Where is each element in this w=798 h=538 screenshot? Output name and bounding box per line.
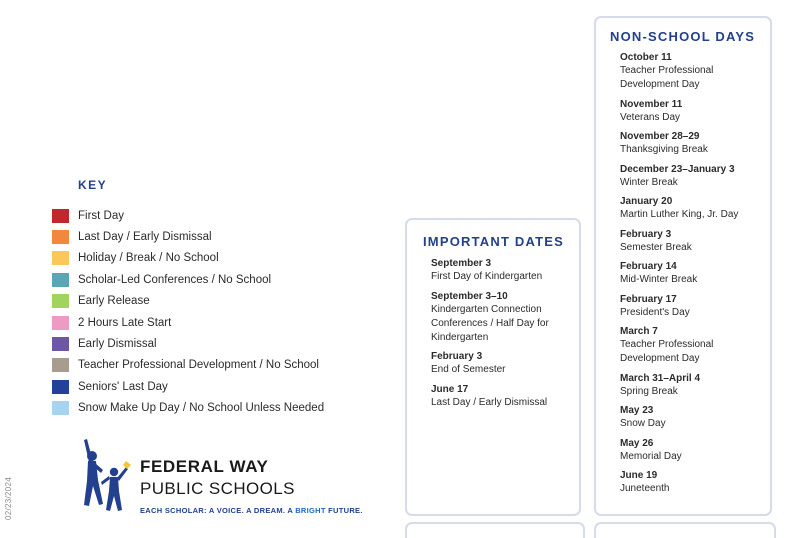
- non-school-days-list: [620, 51, 760, 502]
- date-entry: [431, 257, 571, 284]
- non-school-days-panel-next-page: [594, 522, 776, 538]
- date-entry: [620, 260, 760, 287]
- color-swatch: [52, 273, 69, 287]
- entry-date: February 3: [431, 351, 483, 362]
- color-swatch: [52, 380, 69, 394]
- key-item: [52, 226, 324, 247]
- date-entry: [620, 228, 760, 255]
- color-swatch: [52, 294, 69, 308]
- entry-description: Martin Luther King, Jr. Day: [620, 209, 739, 220]
- entry-description: Veterans Day: [620, 111, 681, 123]
- key-label: Last Day / Early Dismissal: [78, 231, 212, 244]
- key-label: Early Dismissal: [78, 338, 157, 351]
- important-dates-panel-next-page: [405, 522, 585, 538]
- color-swatch: [52, 358, 69, 372]
- entry-description: Last Day / Early Dismissal: [431, 396, 548, 408]
- key-item: [52, 269, 324, 290]
- entry-date: March 31–April 4: [620, 372, 701, 384]
- entry-date: May 26: [620, 437, 654, 449]
- key-item: [52, 291, 324, 312]
- key-title: KEY: [78, 178, 108, 192]
- key-item: [52, 205, 324, 226]
- entry-date: November 11: [620, 98, 683, 110]
- date-entry: [431, 350, 571, 377]
- entry-description: Thanksgiving Break: [620, 144, 708, 155]
- important-dates-list: [431, 257, 571, 415]
- key-label: Holiday / Break / No School: [78, 252, 219, 265]
- date-entry: [620, 51, 760, 92]
- entry-description: President's Day: [620, 306, 690, 318]
- key-label: Seniors' Last Day: [78, 380, 168, 393]
- entry-date: June 17: [431, 383, 469, 395]
- key-label: Scholar-Led Conferences / No School: [78, 273, 272, 286]
- key-item: [52, 248, 324, 269]
- entry-description: Memorial Day: [620, 450, 682, 462]
- entry-description: Teacher Professional Development Day: [620, 65, 714, 90]
- logo-name-line2: PUBLIC SCHOOLS: [140, 479, 295, 498]
- color-swatch: [52, 209, 69, 223]
- entry-description: Teacher Professional Development Day: [620, 339, 714, 364]
- entry-description: End of Semester: [431, 364, 506, 375]
- color-swatch: [52, 401, 69, 415]
- logo-name-line1: FEDERAL WAY: [140, 457, 269, 476]
- document-date: 02/23/2024: [4, 476, 13, 520]
- entry-date: February 17: [620, 293, 677, 305]
- date-entry: [620, 437, 760, 464]
- key-item: [52, 312, 324, 333]
- entry-description: Snow Day: [620, 418, 666, 429]
- key-item: [52, 398, 324, 419]
- entry-description: First Day of Kindergarten: [431, 271, 543, 282]
- date-entry: [620, 98, 760, 125]
- color-swatch: [52, 230, 69, 244]
- key-label: 2 Hours Late Start: [78, 316, 172, 329]
- non-school-days-panel: [594, 16, 772, 516]
- date-entry: [620, 469, 760, 496]
- tagline-suffix: FUTURE.: [325, 506, 363, 515]
- district-logo: [72, 432, 362, 522]
- date-entry: [620, 130, 760, 157]
- date-entry: [431, 290, 571, 345]
- date-entry: [620, 163, 760, 190]
- entry-date: December 23–January 3: [620, 163, 735, 175]
- date-entry: [620, 372, 760, 399]
- key-list: [52, 205, 324, 419]
- entry-date: November 28–29: [620, 131, 700, 142]
- scholars-silhouette-icon: [76, 434, 138, 516]
- key-label: Teacher Professional Development / No School: [78, 359, 319, 372]
- entry-date: February 14: [620, 261, 677, 272]
- entry-description: Kindergarten Connection Conferences / Half Day for Kindergarten: [431, 303, 549, 343]
- entry-date: June 19: [620, 470, 658, 481]
- tagline-bold: BRIGHT: [295, 506, 326, 515]
- entry-description: Mid-Winter Break: [620, 274, 698, 285]
- entry-date: May 23: [620, 405, 654, 416]
- date-entry: [620, 404, 760, 431]
- date-entry: [431, 383, 571, 410]
- date-entry: [620, 325, 760, 366]
- key-label: Snow Make Up Day / No School Unless Needed: [78, 402, 325, 415]
- color-swatch: [52, 316, 69, 330]
- entry-date: March 7: [620, 326, 658, 337]
- date-entry: [620, 195, 760, 222]
- key-item: [52, 333, 324, 354]
- important-dates-panel: [405, 218, 581, 516]
- entry-date: September 3: [431, 258, 492, 269]
- tagline-prefix: EACH SCHOLAR: A VOICE. A DREAM. A: [140, 506, 296, 515]
- entry-date: October 11: [620, 52, 672, 63]
- color-swatch: [52, 251, 69, 265]
- date-entry: [620, 293, 760, 320]
- entry-date: January 20: [620, 196, 673, 207]
- important-dates-title: IMPORTANT DATES: [423, 234, 565, 249]
- entry-description: Winter Break: [620, 176, 678, 188]
- key-label: Early Release: [78, 295, 150, 308]
- entry-description: Semester Break: [620, 241, 692, 253]
- logo-tagline: [140, 506, 363, 515]
- color-swatch: [52, 337, 69, 351]
- key-item: [52, 355, 324, 376]
- key-label: First Day: [78, 209, 124, 222]
- entry-date: September 3–10: [431, 290, 508, 302]
- entry-description: Spring Break: [620, 385, 678, 397]
- entry-date: February 3: [620, 228, 672, 240]
- key-item: [52, 376, 324, 397]
- non-school-days-title: NON-SCHOOL DAYS: [610, 29, 756, 44]
- entry-description: Juneteenth: [620, 483, 670, 494]
